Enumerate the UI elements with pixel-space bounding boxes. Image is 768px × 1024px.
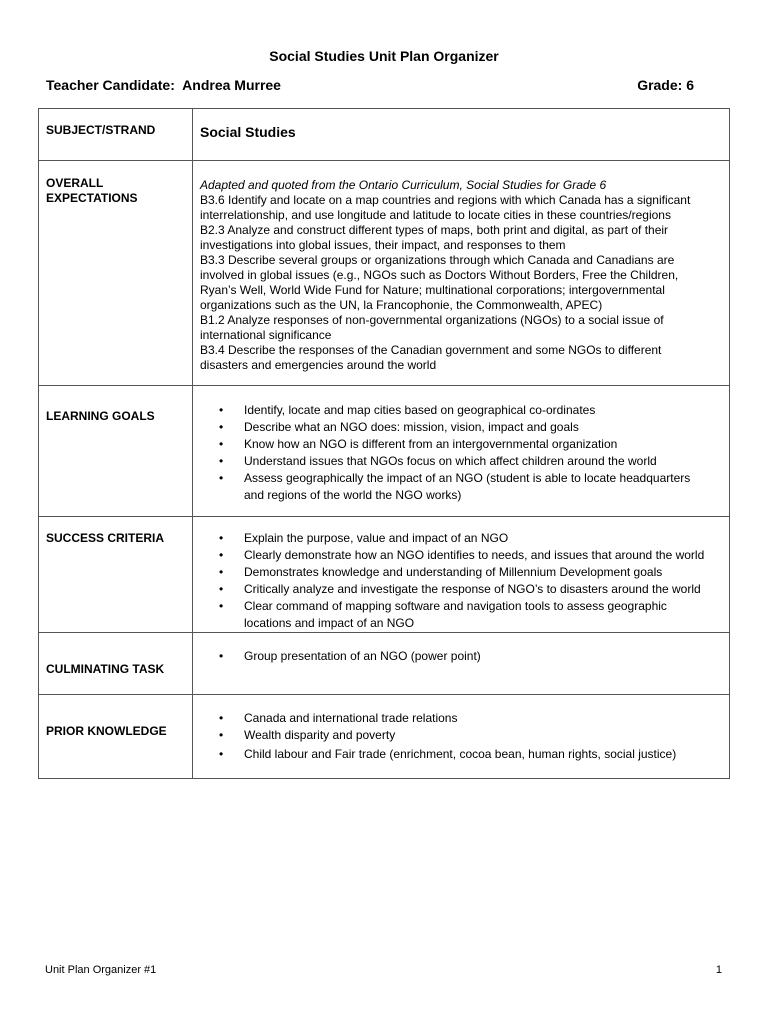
teacher-label: Teacher Candidate:: [46, 77, 175, 93]
prior-knowledge-row: [39, 695, 730, 779]
grade: [637, 77, 694, 93]
success-criteria-content: [193, 517, 730, 633]
list-item-continuation: locations and impact of an NGO: [244, 616, 415, 630]
overall-expectations-row: [39, 161, 730, 386]
list-item-continuation: and regions of the world the NGO works): [244, 488, 462, 502]
overall-expectations-label: [39, 161, 193, 386]
subject-row: [39, 109, 730, 161]
teacher-candidate: [46, 77, 281, 93]
expectation-line: B3.4 Describe the responses of the Canadian government and some NGOs to different: [200, 343, 662, 357]
culminating-task-label: [39, 633, 193, 695]
overall-label-line2: EXPECTATIONS: [46, 191, 138, 205]
culminating-task-label-text: CULMINATING TASK: [46, 662, 165, 676]
overall-label-line1: OVERALL: [46, 176, 104, 190]
overall-expectations-content: [193, 161, 730, 386]
list-item: • Describe what an NGO does: mission, vision, impact and goals: [244, 419, 721, 436]
subject-label: [39, 109, 193, 161]
expectation-line: B3.3 Describe several groups or organizations through which Canada and Canadians are: [200, 253, 675, 267]
list-item: • Group presentation of an NGO (power point): [244, 648, 721, 665]
expectation-line: disasters and emergencies around the world: [200, 358, 437, 372]
footer-document-name: Unit Plan Organizer #1: [45, 964, 157, 976]
expectation-line: involved in global issues (e.g., NGOs such as Doctors Without Borders, Free the Children,: [200, 268, 679, 282]
subject-label-text: SUBJECT/STRAND: [46, 123, 156, 137]
prior-knowledge-label-text: PRIOR KNOWLEDGE: [46, 724, 167, 738]
footer-page-number: 1: [715, 964, 722, 976]
grade-label: Grade:: [637, 77, 683, 93]
list-item: • Clearly demonstrate how an NGO identifies to needs, and issues that around the world: [244, 547, 721, 564]
list-item: • Understand issues that NGOs focus on which affect children around the world: [244, 453, 721, 470]
list-item: • Demonstrates knowledge and understanding of Millennium Development goals: [244, 564, 721, 581]
list-item: • Critically analyze and investigate the response of NGO’s to disasters around the world: [244, 581, 721, 598]
list-item: • Child labour and Fair trade (enrichment, cocoa bean, human rights, social justice): [244, 746, 721, 763]
culminating-task-list: [200, 648, 721, 665]
list-item: • Identify, locate and map cities based on geographical co-ordinates: [244, 402, 721, 419]
expectation-line: interrelationship, and use longitude and latitude to locate cities in these countries/regions: [200, 208, 671, 222]
expectation-line: B2.3 Analyze and construct different types of maps, both print and digital, as part of their: [200, 223, 669, 237]
prior-knowledge-content: [193, 695, 730, 779]
curriculum-source-note: Adapted and quoted from the Ontario Curriculum, Social Studies for Grade 6: [200, 178, 607, 192]
expectation-line: organizations such as the UN, la Francophonie, the Commonwealth, APEC): [200, 298, 603, 312]
success-criteria-label-text: SUCCESS CRITERIA: [46, 531, 165, 545]
teacher-name: Andrea Murree: [182, 77, 281, 93]
learning-goals-label: [39, 386, 193, 517]
list-item: • Canada and international trade relations: [244, 710, 721, 727]
learning-goals-list: [200, 402, 721, 504]
expectation-line: international significance: [200, 328, 332, 342]
culminating-task-content: [193, 633, 730, 695]
success-criteria-label: [39, 517, 193, 633]
prior-knowledge-label: [39, 695, 193, 779]
list-item: • Know how an NGO is different from an intergovernmental organization: [244, 436, 721, 453]
unit-plan-table: [38, 108, 730, 779]
list-item: • Explain the purpose, value and impact of an NGO: [244, 530, 721, 547]
success-criteria-row: [39, 517, 730, 633]
learning-goals-label-text: LEARNING GOALS: [46, 409, 155, 423]
document-title: Social Studies Unit Plan Organizer: [269, 48, 499, 64]
prior-knowledge-list: [200, 710, 721, 763]
learning-goals-row: [39, 386, 730, 517]
learning-goals-content: [193, 386, 730, 517]
expectation-line: B1.2 Analyze responses of non-governmental organizations (NGOs) to a social issue of: [200, 313, 664, 327]
subject-content: [193, 109, 730, 161]
grade-value: 6: [686, 77, 694, 93]
list-item: • Wealth disparity and poverty: [244, 727, 721, 744]
list-item: • Clear command of mapping software and navigation tools to assess geographic: [244, 598, 721, 615]
expectation-line: investigations into global issues, their impact, and responses to them: [200, 238, 566, 252]
culminating-task-row: [39, 633, 730, 695]
list-item: • Assess geographically the impact of an NGO (student is able to locate headquarters: [244, 470, 721, 487]
expectation-line: B3.6 Identify and locate on a map countries and regions with which Canada has a significant: [200, 193, 691, 207]
expectation-line: Ryan’s Well, World Wide Fund for Nature; multinational corporations; intergovernmental: [200, 283, 665, 297]
success-criteria-list: [200, 530, 721, 632]
subject-value: Social Studies: [200, 124, 296, 140]
